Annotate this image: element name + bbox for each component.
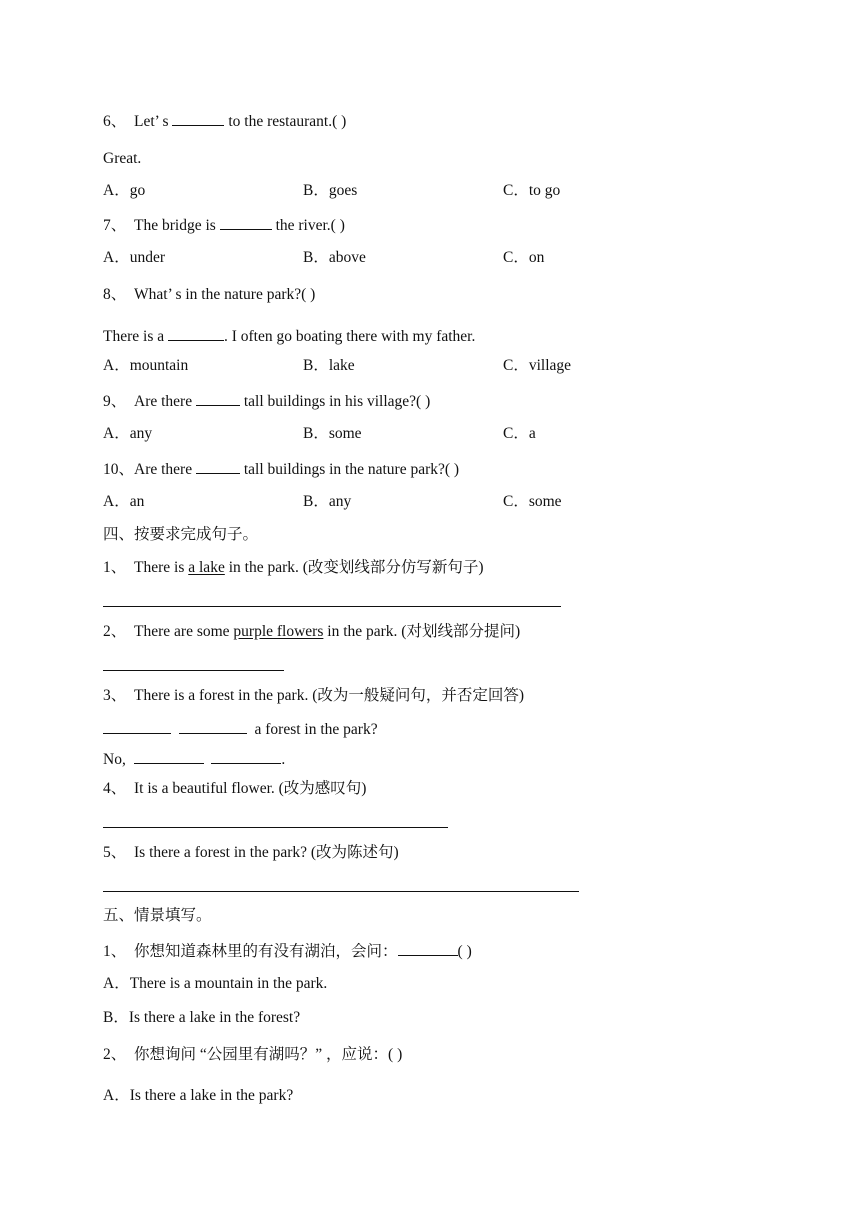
option-b[interactable]: B．lake: [303, 357, 355, 374]
option-a[interactable]: A．any: [103, 425, 153, 442]
option-c[interactable]: C．to go: [503, 182, 561, 199]
answer-line[interactable]: [103, 891, 579, 892]
answer-blank[interactable]: [168, 325, 224, 341]
answer-blank[interactable]: [134, 748, 204, 764]
question-7: 7、 The bridge is the river.( ): [103, 214, 345, 236]
answer-blank[interactable]: [211, 748, 281, 764]
option-a[interactable]: A．under: [103, 249, 165, 266]
option-c[interactable]: C．some: [503, 493, 562, 510]
answer-blank[interactable]: [196, 458, 240, 474]
s5-question-2: 2、 你想询问 “公园里有湖吗？” ，应说：( ): [103, 1046, 403, 1063]
answer-blank[interactable]: [172, 110, 224, 126]
question-8-context: There is a . I often go boating there with my father.: [103, 325, 475, 347]
s4-question-1: 1、 There is a lake in the park. (改变划线部分仿写新句子): [103, 559, 484, 576]
answer-line[interactable]: [103, 827, 448, 828]
option-a[interactable]: A．mountain: [103, 357, 189, 374]
s4-question-4: 4、 It is a beautiful flower. (改为感叹句): [103, 780, 367, 797]
answer-blank[interactable]: [196, 390, 240, 406]
answer-blank[interactable]: [220, 214, 272, 230]
question-9: 9、 Are there tall buildings in his village?( ): [103, 390, 430, 412]
option-c[interactable]: C．on: [503, 249, 545, 266]
option-c[interactable]: C．a: [503, 425, 536, 442]
question-10: 10、Are there tall buildings in the nature park?( ): [103, 458, 459, 480]
answer-line[interactable]: [103, 606, 561, 607]
option-a[interactable]: A．an: [103, 493, 145, 510]
option-a[interactable]: A．Is there a lake in the park?: [103, 1087, 294, 1104]
option-a[interactable]: A．go: [103, 182, 146, 199]
option-b[interactable]: B．some: [303, 425, 362, 442]
answer-blank[interactable]: [179, 718, 247, 734]
section-4-heading: 四、按要求完成句子。: [103, 526, 259, 543]
option-c[interactable]: C．village: [503, 357, 572, 374]
section-5-heading: 五、情景填写。: [103, 907, 212, 924]
option-b[interactable]: B．goes: [303, 182, 358, 199]
question-8: 8、 What’ s in the nature park?( ): [103, 286, 316, 303]
question-6: 6、 Let’ s to the restaurant.( ): [103, 110, 346, 132]
question-number: 6、: [103, 113, 127, 130]
option-b[interactable]: B．above: [303, 249, 366, 266]
option-b[interactable]: B．Is there a lake in the forest?: [103, 1009, 301, 1026]
answer-blank[interactable]: [103, 718, 171, 734]
s4-question-3-line-b: No, .: [103, 748, 285, 770]
s4-question-5: 5、 Is there a forest in the park? (改为陈述句): [103, 844, 399, 861]
option-b[interactable]: B．any: [303, 493, 352, 510]
s4-question-3: 3、 There is a forest in the park. (改为一般疑问句，并否定回答): [103, 687, 525, 704]
s4-question-2: 2、 There are some purple flowers in the park. (对划线部分提问): [103, 623, 521, 640]
answer-line[interactable]: [103, 670, 284, 671]
s5-question-1: 1、 你想知道森林里的有没有湖泊，会问： ( ): [103, 940, 472, 962]
s4-question-3-line-a: a forest in the park?: [103, 718, 378, 740]
answer-blank[interactable]: [398, 940, 458, 956]
option-a[interactable]: A．There is a mountain in the park.: [103, 975, 328, 992]
question-6-context: Great.: [103, 150, 142, 167]
